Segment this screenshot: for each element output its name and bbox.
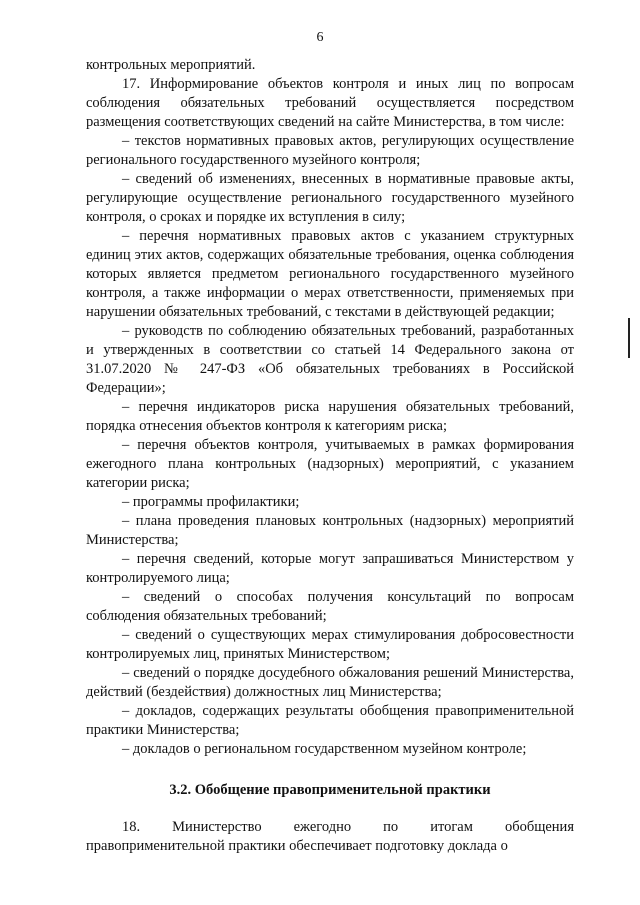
list-item: – сведений об изменениях, внесенных в нормативные правовые акты, регулирующие осуществление регионального государственного музейного контроля, о сроках и порядке их вступления в силу; <box>86 171 574 225</box>
list-item: – докладов, содержащих результаты обобщения правоприменительной практики Министерства; <box>86 703 574 738</box>
list-item: – плана проведения плановых контрольных (надзорных) мероприятий Министерства; <box>86 513 574 548</box>
list-item: – докладов о региональном государственном музейном контроле; <box>122 741 527 757</box>
scan-artifact <box>628 318 630 358</box>
paragraph-17: 17. Информирование объектов контроля и иных лиц по вопросам соблюдения обязательных требований осуществляется посредством размещения соответствующих сведений на сайте Министерства, в том числе: <box>86 76 574 130</box>
list-item: – текстов нормативных правовых актов, регулирующих осуществление регионального государственного музейного контроля; <box>86 133 574 168</box>
page-number: 6 <box>316 30 324 45</box>
list-item: – перечня нормативных правовых актов с указанием структурных единиц этих актов, содержащих обязательные требования, оценка соблюдения которых является предметом регионального государственного музейного контроля, а также информации о мерах ответственности, применяемых при нарушении обязательных требований, с текстами в действующей редакции; <box>86 228 574 320</box>
list-item: – сведений о порядке досудебного обжалования решений Министерства, действий (бездействия) должностных лиц Министерства; <box>86 665 574 700</box>
document-body <box>86 56 574 856</box>
lead-in-text: контрольных мероприятий. <box>86 57 256 73</box>
list-item: – перечня объектов контроля, учитываемых в рамках формирования ежегодного плана контрольных (надзорных) мероприятий, с указанием категории риска; <box>86 437 574 491</box>
list-item: – перечня сведений, которые могут запрашиваться Министерством у контролируемого лица; <box>86 551 574 586</box>
list-item: – перечня индикаторов риска нарушения обязательных требований, порядка отнесения объектов контроля к категориям риска; <box>86 399 574 434</box>
list-item: – сведений о способах получения консультаций по вопросам соблюдения обязательных требований; <box>86 589 574 624</box>
information-list <box>86 132 574 759</box>
list-item: – сведений о существующих мерах стимулирования добросовестности контролируемых лиц, принятых Министерством; <box>86 627 574 662</box>
paragraph-18: 18. Министерство ежегодно по итогам обобщения правоприменительной практики обеспечивает подготовку доклада о <box>86 819 574 854</box>
list-item: – программы профилактики; <box>122 494 300 510</box>
list-item: – руководств по соблюдению обязательных требований, разработанных и утвержденных в соответствии со статьей 14 Федерального закона от 31.07.2020 № 247-ФЗ «Об обязательных требованиях в Российской Федерации»; <box>86 323 574 396</box>
section-heading: 3.2. Обобщение правоприменительной практики <box>169 782 491 798</box>
